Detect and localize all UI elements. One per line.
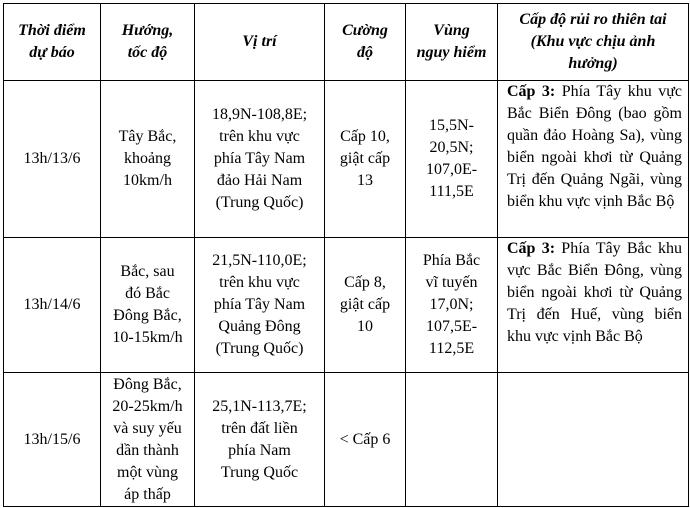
- table-row: [4, 238, 689, 373]
- risk-area-text: Phía Tây Bắc khu vực Bắc Biển Đông, vùng biển ngoài khơi từ Quảng Trị đến Huế, vùng biển khu vực vịnh Bắc Bộ: [507, 240, 683, 345]
- table-row: [4, 373, 689, 507]
- risk-level-label: Cấp 3:: [507, 83, 556, 100]
- cell-risk: [498, 373, 689, 507]
- header-intensity: Cường độ: [325, 4, 406, 81]
- cell-position: 21,5N-110,0E; trên khu vực phía Tây Nam Quảng Đông (Trung Quốc): [195, 238, 325, 373]
- cell-intensity: Cấp 8, giật cấp 10: [325, 238, 406, 373]
- header-forecast-time: Thời điểm dự báo: [4, 4, 101, 81]
- header-direction-speed: Hướng, tốc độ: [101, 4, 195, 81]
- cell-time: 13h/15/6: [4, 373, 101, 507]
- table-header-row: [4, 4, 689, 81]
- cell-intensity: Cấp 10, giật cấp 13: [325, 81, 406, 238]
- cell-risk: [498, 81, 689, 238]
- cell-direction-speed: Bắc, sau đó Bắc Đông Bắc, 10-15km/h: [101, 238, 195, 373]
- cell-direction-speed: Tây Bắc, khoảng 10km/h: [101, 81, 195, 238]
- storm-forecast-table: [3, 3, 689, 507]
- risk-level-label: Cấp 3:: [507, 240, 556, 257]
- cell-position: 18,9N-108,8E; trên khu vực phía Tây Nam đảo Hải Nam (Trung Quốc): [195, 81, 325, 238]
- header-danger-zone: Vùng nguy hiểm: [406, 4, 498, 81]
- table-row: [4, 81, 689, 238]
- cell-intensity: < Cấp 6: [325, 373, 406, 507]
- cell-danger-zone: Phía Bắc vĩ tuyến 17,0N; 107,5E- 112,5E: [406, 238, 498, 373]
- cell-time: 13h/13/6: [4, 81, 101, 238]
- cell-direction-speed: Đông Bắc, 20-25km/h và suy yếu dần thành một vùng áp thấp: [101, 373, 195, 507]
- header-position: Vị trí: [195, 4, 325, 81]
- cell-time: 13h/14/6: [4, 238, 101, 373]
- header-risk-level: Cấp độ rủi ro thiên tai (Khu vực chịu ảnh hưởng): [498, 4, 689, 81]
- cell-danger-zone: 15,5N- 20,5N; 107,0E- 111,5E: [406, 81, 498, 238]
- risk-area-text: Phía Tây khu vực Bắc Biển Đông (bao gồm quần đảo Hoàng Sa), vùng biển ngoài khơi từ Quảng Trị đến Quảng Ngãi, vùng biển khu vực vịnh Bắc Bộ: [507, 83, 682, 210]
- cell-risk: [498, 238, 689, 373]
- cell-danger-zone: [406, 373, 498, 507]
- cell-position: 25,1N-113,7E; trên đất liền phía Nam Trung Quốc: [195, 373, 325, 507]
